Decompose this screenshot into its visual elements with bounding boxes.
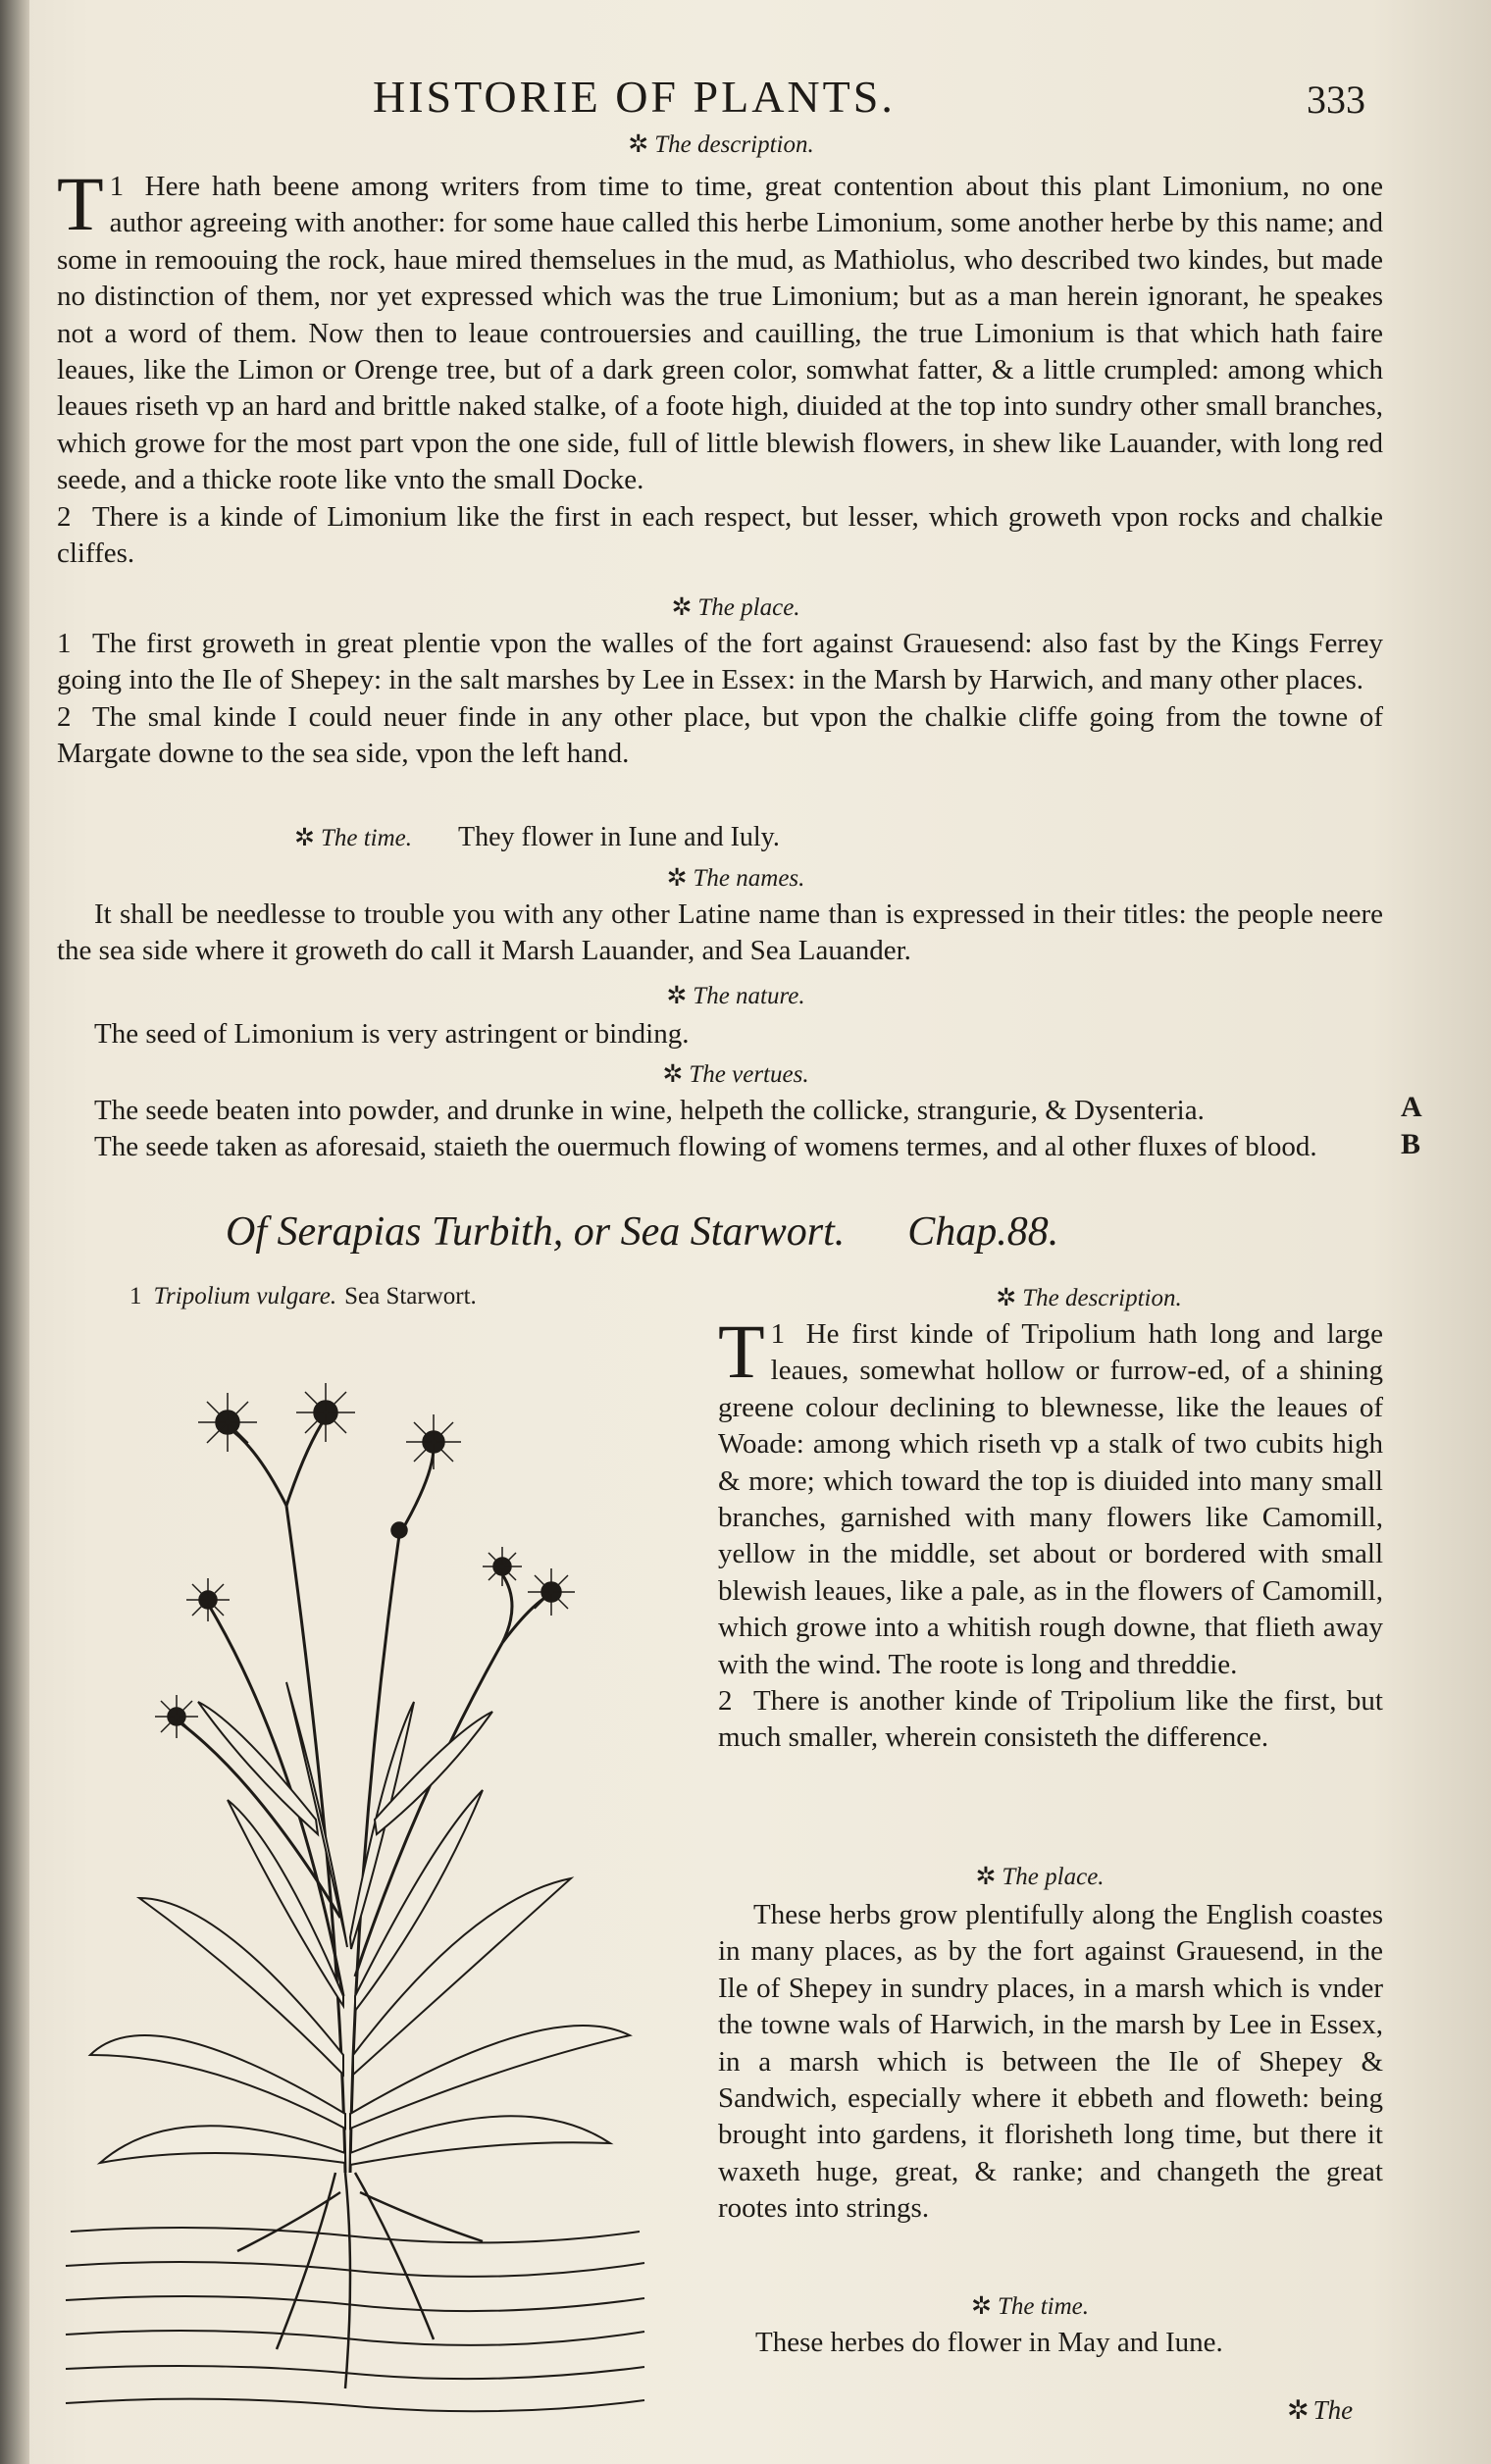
chapter-title: Of Serapias Turbith, or Sea Starwort. xyxy=(226,1209,846,1255)
chapter-title-line xyxy=(226,1208,1324,1256)
nature-heading: ✲ The nature. xyxy=(666,983,805,1009)
time-line xyxy=(294,822,1079,853)
flower-ornament-icon: ✲ xyxy=(628,131,649,158)
tripolium-description-heading: ✲ The description. xyxy=(996,1285,1182,1311)
drop-cap: T xyxy=(57,161,104,246)
names-heading: ✲ The names. xyxy=(666,865,805,892)
page-number: 333 xyxy=(1307,77,1365,122)
description-heading: ✲ The description. xyxy=(628,131,814,158)
flower-ornament-icon: ✲ xyxy=(662,1061,684,1088)
flower-ornament-icon: ✲ xyxy=(1287,2395,1310,2425)
tripolium-paragraph-2: 2 There is another kinde of Tripolium like the first, but much smaller, wherein consisteth the difference. xyxy=(718,1685,1383,1754)
drop-cap: T xyxy=(718,1309,765,1394)
chapter-number: Chap.88. xyxy=(907,1209,1059,1255)
names-section xyxy=(57,897,1383,970)
flower-ornament-icon: ✲ xyxy=(671,594,693,621)
vertues-section xyxy=(57,1093,1383,1166)
flower-ornament-icon: ✲ xyxy=(666,865,688,892)
limonium-place xyxy=(57,626,1383,773)
flower-ornament-icon: ✲ xyxy=(975,1864,997,1890)
caption-english-name: Sea Starwort. xyxy=(344,1283,477,1309)
tripolium-time xyxy=(755,2325,1383,2361)
tripolium-place-paragraph: These herbs grow plentifully along the English coastes in many places, as by the fort against Grauesend, in the Ile of Shepey in sundry places, in a marsh which is vnder the towne wals of Harwich, in the marsh by Lee in Essex, in a marsh which is between the Ile of Shepey & Sandwich, especially where it ebbeth and floweth: being brought into gardens, it florisheth long time, but there it waxeth huge, great, & ranke; and changeth the great rootes into strings. xyxy=(718,1899,1383,2225)
nature-paragraph: The seed of Limonium is very astringent or binding. xyxy=(94,1018,690,1050)
ground-lines xyxy=(66,2228,644,2411)
page-gutter-shadow xyxy=(0,0,29,2464)
time-heading: ✲ The time. xyxy=(294,825,412,851)
limonium-paragraph-2: 2 There is a kinde of Limonium like the first in each respect, but lesser, which groweth vpon rocks and chalkie cliffes. xyxy=(57,500,1383,570)
nature-section xyxy=(94,1016,1369,1052)
place-paragraph-2: 2 The smal kinde I could neuer finde in any other place, but vpon the chalkie cliffe going from the towne of Margate downe to the sea side, vpon the left hand. xyxy=(57,700,1383,770)
tripolium-paragraph-1: 1 T He first kinde of Tripolium hath long and large leaues, somewhat hollow or furrow-ed, of a shining greene colour declining to blewnesse, like the leaues of Woade: among which riseth vp a stalk of two cubits high & more; which toward the top is diuided into many small branches, garnished with many flowers like Camomill, yellow in the middle, set about or bordered with small blewish leaues, like a pale, as in the flowers of Camomill, which growe into a whitish rough downe, that flieth away with the wind. The roote is long and threddie. xyxy=(718,1309,1383,1680)
tripolium-place-heading: ✲ The place. xyxy=(975,1864,1105,1890)
place-heading: ✲ The place. xyxy=(671,594,800,621)
caption-latin-name: Tripolium vulgare. xyxy=(153,1283,337,1309)
time-text: They flower in Iune and Iuly. xyxy=(458,822,780,852)
running-title: HISTORIE OF PLANTS. xyxy=(373,72,896,122)
names-paragraph: It shall be needlesse to trouble you with any other Latine name than is expressed in their titles: the people neere the sea side where it groweth do call it Marsh Lauander, and Sea Lauander. xyxy=(57,898,1383,967)
tripolium-time-heading: ✲ The time. xyxy=(971,2293,1089,2320)
tripolium-time-text: These herbes do flower in May and Iune. xyxy=(755,2327,1223,2358)
vertues-heading: ✲ The vertues. xyxy=(662,1061,809,1088)
place-paragraph-1: 1 The first groweth in great plentie vpon the walles of the fort against Grauesend: also fast by the Kings Ferrey going into the Ile of Shepey: in the salt marshes by Lee in Essex: in the Marsh by Harwich, and many other places. xyxy=(57,628,1383,696)
flower-ornament-icon: ✲ xyxy=(996,1285,1017,1311)
flower-ornament-icon: ✲ xyxy=(666,983,688,1009)
vertue-b: The seede taken as aforesaid, staieth the ouermuch flowing of womens termes, and al other fluxes of blood. xyxy=(94,1131,1317,1163)
flower-ornament-icon: ✲ xyxy=(971,2293,992,2320)
flower-ornament-icon: ✲ xyxy=(294,825,315,851)
limonium-description xyxy=(57,161,1383,572)
page-header xyxy=(59,71,1383,129)
margin-letter-a: A xyxy=(1401,1091,1422,1123)
vertue-a: The seede beaten into powder, and drunke in wine, helpeth the collicke, strangurie, & Dysenteria. xyxy=(94,1095,1205,1126)
figure-caption: 1 Tripolium vulgare. Sea Starwort. xyxy=(129,1283,477,1309)
margin-letter-b: B xyxy=(1401,1128,1421,1160)
sea-starwort-woodcut xyxy=(61,1309,649,2418)
tripolium-description xyxy=(718,1309,1383,1757)
catchword: ✲ The xyxy=(1287,2395,1354,2425)
tripolium-place xyxy=(718,1897,1383,2228)
limonium-paragraph-1: 1 T Here hath beene among writers from time to time, great contention about this plant Limonium, no one author agreeing with another: for some haue called this herbe Limonium, some another herbe by this name; and some in remoouing the rock, haue mired themselues in the mud, as Mathiolus, who described two kindes, but made no distinction of them, nor yet expressed which was the true Limonium; but as a man herein ignorant, he speakes not a word of them. Now then to leaue controuersies and cauilling, the true Limonium is that which hath faire leaues, like the Limon or Orenge tree, but of a dark green color, somwhat fatter, & a little crumpled: among which leaues riseth vp an hard and brittle naked stalke, of a foote high, diuided at the top into sundry other small branches, which growe for the most part vpon the one side, full of little blewish flowers, in shew like Lauander, with long red seede, and a thicke roote like vnto the small Docke. xyxy=(57,161,1383,496)
